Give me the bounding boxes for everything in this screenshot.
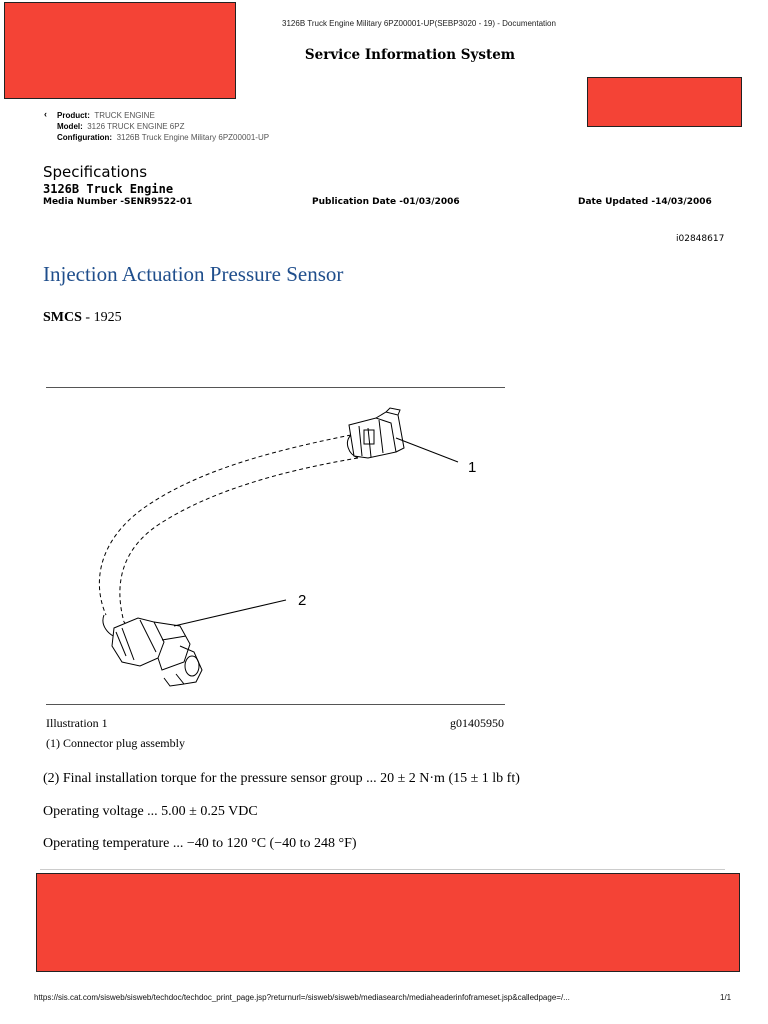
spec-voltage: Operating voltage ... 5.00 ± 0.25 VDC bbox=[43, 804, 258, 819]
redacted-footer-block bbox=[36, 873, 740, 972]
spec-torque: (2) Final installation torque for the pressure sensor group ... 20 ± 2 N·m (15 ± 1 lb ft) bbox=[43, 771, 520, 786]
publication-date: Publication Date -01/03/2006 bbox=[312, 197, 460, 207]
spec-temperature: Operating temperature ... −40 to 120 °C (−40 to 248 °F) bbox=[43, 836, 357, 851]
callout-1: 1 bbox=[468, 459, 477, 476]
model-label: Model: bbox=[57, 122, 83, 131]
smcs-code bbox=[43, 310, 122, 326]
footer-page-number: 1/1 bbox=[720, 993, 732, 1002]
document-id: i02848617 bbox=[676, 234, 725, 244]
footer-url: https://sis.cat.com/sisweb/sisweb/techdoc/techdoc_print_page.jsp?returnurl=/sisweb/sisweb/mediasearch/mediaheaderinfoframeset.jsp&calledpage=/... bbox=[34, 993, 570, 1002]
spec-subtitle: 3126B Truck Engine bbox=[43, 182, 174, 196]
smcs-value: - 1925 bbox=[81, 310, 122, 325]
callout-2: 2 bbox=[298, 592, 307, 609]
graphic-id: g01405950 bbox=[450, 716, 504, 730]
product-meta bbox=[57, 110, 269, 143]
illustration-top-rule bbox=[46, 387, 505, 388]
product-label: Product: bbox=[57, 111, 90, 120]
callout-description-1: (1) Connector plug assembly bbox=[46, 736, 185, 750]
illustration-caption: Illustration 1 bbox=[46, 716, 108, 730]
spec-title: Specifications bbox=[43, 163, 148, 181]
print-header: 3126B Truck Engine Military 6PZ00001-UP(SEBP3020 - 19) - Documentation bbox=[282, 19, 556, 28]
product-value: TRUCK ENGINE bbox=[94, 111, 155, 120]
sis-title: Service Information System bbox=[304, 47, 516, 63]
config-value: 3126B Truck Engine Military 6PZ00001-UP bbox=[116, 133, 270, 142]
redacted-block-right bbox=[587, 77, 742, 127]
config-label: Configuration: bbox=[57, 133, 113, 142]
back-chevron-icon[interactable]: ‹ bbox=[44, 109, 47, 119]
content-bottom-rule bbox=[40, 869, 725, 870]
pressure-sensor-illustration bbox=[46, 390, 506, 702]
model-value: 3126 TRUCK ENGINE 6PZ bbox=[87, 122, 185, 131]
smcs-label: SMCS bbox=[43, 310, 82, 325]
page-title: Injection Actuation Pressure Sensor bbox=[43, 262, 344, 286]
illustration-bottom-rule bbox=[46, 704, 505, 705]
date-updated: Date Updated -14/03/2006 bbox=[578, 197, 712, 207]
media-number: Media Number -SENR9522-01 bbox=[43, 197, 193, 207]
